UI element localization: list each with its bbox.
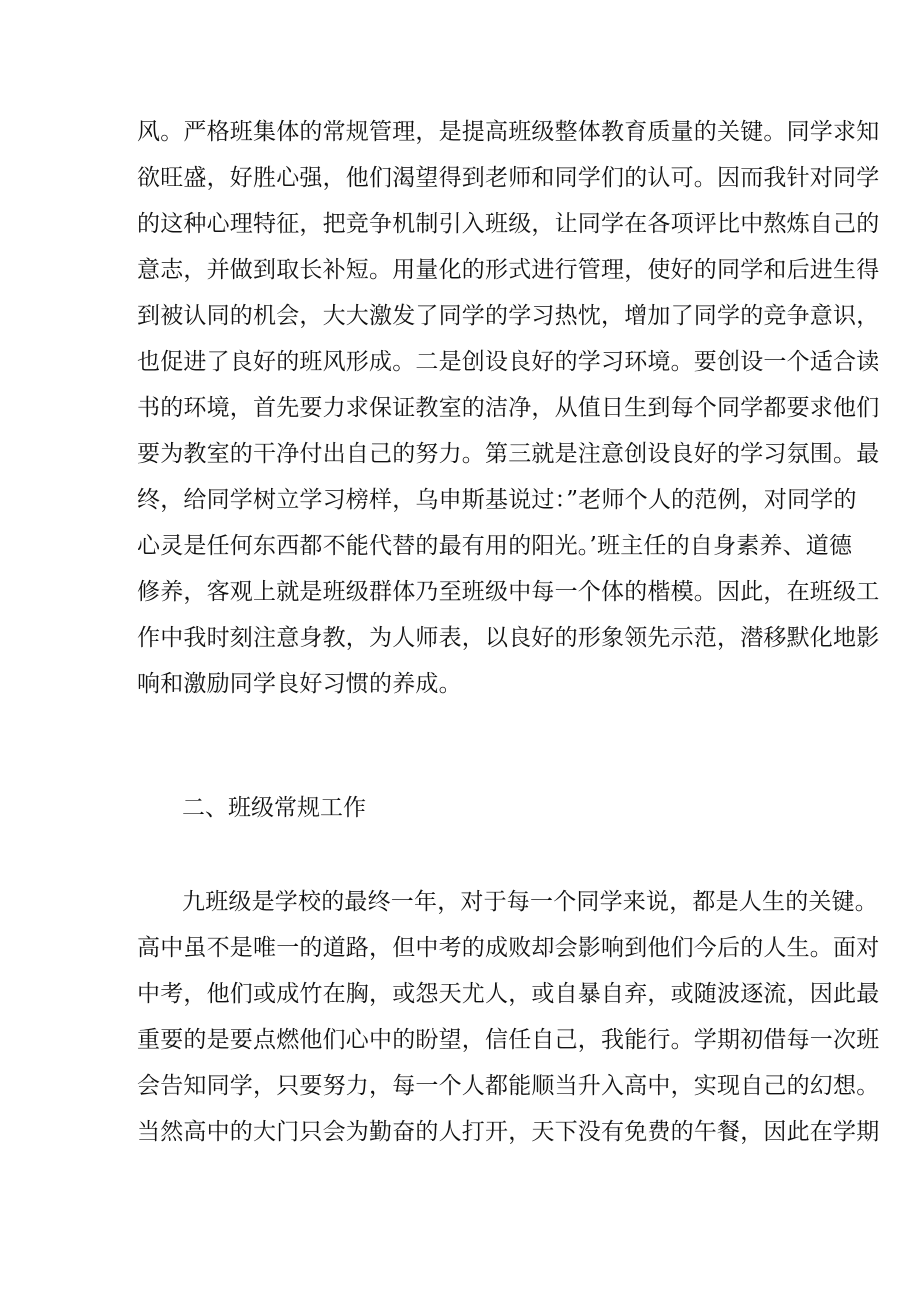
paragraph-1-line: 响和激励同学良好习惯的养成。 xyxy=(137,671,462,697)
paragraph-2-line: 当然高中的大门只会为勤奋的人打开，天下没有免费的午餐，因此在学期 xyxy=(137,1119,880,1145)
paragraph-2-line: 重要的是要点燃他们心中的盼望，信任自己，我能行。学期初借每一次班 xyxy=(137,1027,880,1053)
paragraph-1-line: 作中我时刻注意身教，为人师表，以良好的形象领先示范，潜移默化地影 xyxy=(137,625,880,651)
paragraph-2-line: 中考，他们或成竹在胸，或怨天尤人，或自暴自弃，或随波逐流，因此最 xyxy=(137,981,880,1007)
paragraph-1-line: 欲旺盛，好胜心强，他们渴望得到老师和同学们的认可。因而我针对同学 xyxy=(137,165,880,191)
paragraph-1-line: 到被认同的机会，大大激发了同学的学习热忱，增加了同学的竞争意识， xyxy=(137,303,880,329)
section-heading: 二、班级常规工作 xyxy=(182,795,366,821)
paragraph-2-line: 会告知同学，只要努力，每一个人都能顺当升入高中，实现自己的幻想。 xyxy=(137,1073,880,1099)
paragraph-2-line: 高中虽不是唯一的道路，但中考的成败却会影响到他们今后的人生。面对 xyxy=(137,935,880,961)
paragraph-2-line: 九班级是学校的最终一年，对于每一个同学来说，都是人生的关键。 xyxy=(182,889,878,915)
paragraph-1-line: 心灵是任何东西都不能代替的最有用的阳光。’班主任的自身素养、道德 xyxy=(137,533,853,559)
paragraph-1-line: 终，给同学树立学习榜样，乌申斯基说过：”老师个人的范例，对同学的 xyxy=(137,487,857,513)
paragraph-1-line: 的这种心理特征，把竞争机制引入班级，让同学在各项评比中熬炼自己的 xyxy=(137,211,880,237)
paragraph-1-line: 风。严格班集体的常规管理，是提高班级整体教育质量的关键。同学求知 xyxy=(137,119,880,145)
paragraph-1-line: 修养，客观上就是班级群体乃至班级中每一个体的楷模。因此，在班级工 xyxy=(137,579,880,605)
paragraph-1-line: 也促进了良好的班风形成。二是创设良好的学习环境。要创设一个适合读 xyxy=(137,349,880,375)
paragraph-1-line: 书的环境，首先要力求保证教室的洁净，从值日生到每个同学都要求他们 xyxy=(137,395,880,421)
paragraph-1-line: 要为教室的干净付出自己的努力。第三就是注意创设良好的学习氛围。最 xyxy=(137,441,880,467)
paragraph-1-line: 意志，并做到取长补短。用量化的形式进行管理，使好的同学和后进生得 xyxy=(137,257,880,283)
